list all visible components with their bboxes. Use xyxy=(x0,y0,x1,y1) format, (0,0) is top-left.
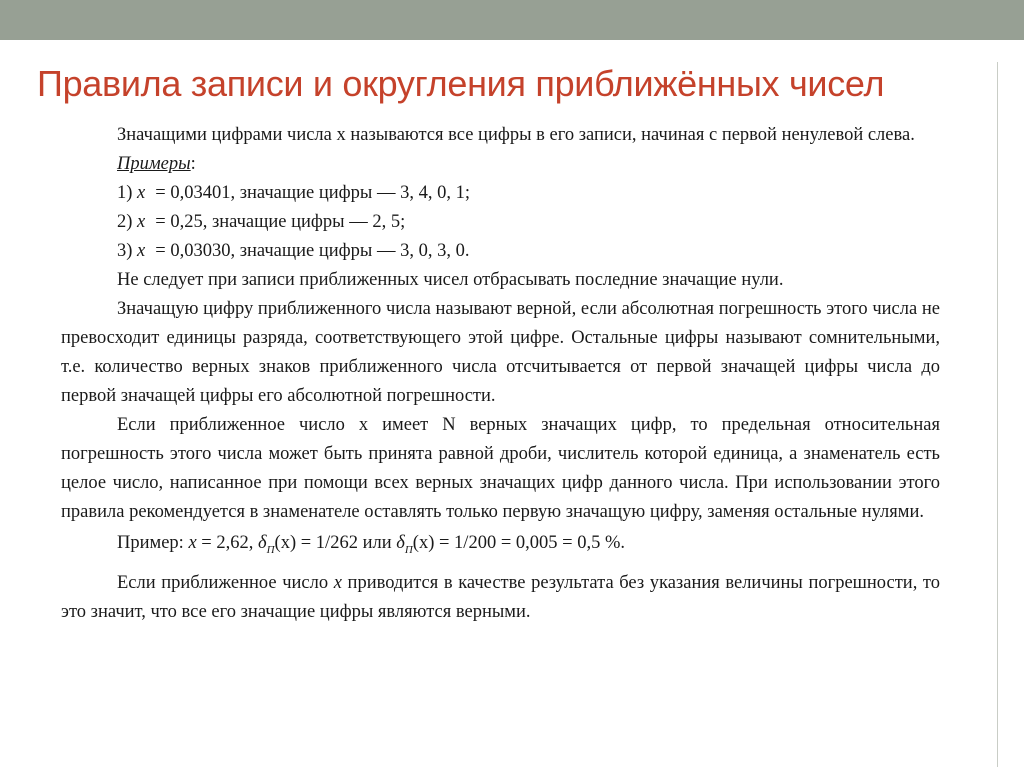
delta-argument: (x) xyxy=(274,533,297,553)
example-item-text: = 0,03030, значащие цифры — 3, 0, 3, 0. xyxy=(155,241,470,261)
paragraph-text-rest: приводится в качестве результата без указания величины погрешности, то это значит, что все его значащие цифры являются верными. xyxy=(61,573,941,622)
example-item-variable: x xyxy=(137,212,146,232)
delta-subscript: П xyxy=(266,544,275,556)
formula-value: = 2,62, xyxy=(201,533,254,553)
formula-equation: = 1/262 или xyxy=(300,533,392,553)
examples-heading-label: Примеры xyxy=(117,154,191,174)
example-item xyxy=(61,179,940,208)
right-divider xyxy=(997,62,998,767)
example-item xyxy=(61,237,940,266)
slide-title: Правила записи и округления приближённых чисел xyxy=(37,63,885,104)
example-item-text: = 0,25, значащие цифры — 2, 5; xyxy=(155,212,406,232)
paragraph-relative-error: Если приближенное число х имеет N верных значащих цифр, то предельная относительная погрешность этого числа может быть принята равной дроби, числитель которой единица, а знаменатель есть целое число, написанное при помощи всех верных значащих цифр данного числа. При использовании этого правила рекомендуется в знаменателе оставлять только первую значащую цифру, заменяя остальные нулями. xyxy=(61,415,940,522)
paragraph-correct-digit: Значащую цифру приближенного числа называют верной, если абсолютная погрешность этого числа не превосходит единицы разряда, соответствующего этой цифре. Остальные цифры называют сомнительными, т.е. количество верных знаков приближенного числа отсчитывается от первой значащей цифры числа до первой значащей цифры его абсолютной погрешности. xyxy=(61,299,940,406)
delta-symbol: δ xyxy=(396,533,405,553)
example-item-variable: x xyxy=(137,183,146,203)
formula-equation: = 1/200 = 0,005 = 0,5 %. xyxy=(439,533,625,553)
paragraph-text-start: Если приближенное число xyxy=(117,573,329,593)
paragraph-result-without-error xyxy=(61,569,940,627)
slide-body xyxy=(61,121,940,627)
delta-symbol: δ xyxy=(257,533,267,553)
paragraph-significant-digits: Значащими цифрами числа х называются все цифры в его записи, начиная с первой ненулевой слева. xyxy=(117,125,915,145)
paragraph-trailing-zeros: Не следует при записи приближенных чисел отбрасывать последние значащие нули. xyxy=(117,270,784,290)
paragraph-variable: x xyxy=(333,573,342,593)
example-item-number: 3) xyxy=(117,241,133,261)
examples-heading-colon: : xyxy=(190,154,196,174)
top-bar xyxy=(0,0,1024,40)
delta-subscript: П xyxy=(404,544,413,556)
delta-argument: (x) xyxy=(412,533,435,553)
example-item-text: = 0,03401, значащие цифры — 3, 4, 0, 1; xyxy=(155,183,470,203)
example-item-number: 2) xyxy=(117,212,133,232)
formula-variable: x xyxy=(188,533,197,553)
example-item-number: 1) xyxy=(117,183,133,203)
example-label: Пример: xyxy=(117,533,184,553)
example-formula-line xyxy=(61,529,940,565)
example-item-variable: x xyxy=(137,241,146,261)
examples-heading xyxy=(61,150,940,179)
example-item xyxy=(61,208,940,237)
